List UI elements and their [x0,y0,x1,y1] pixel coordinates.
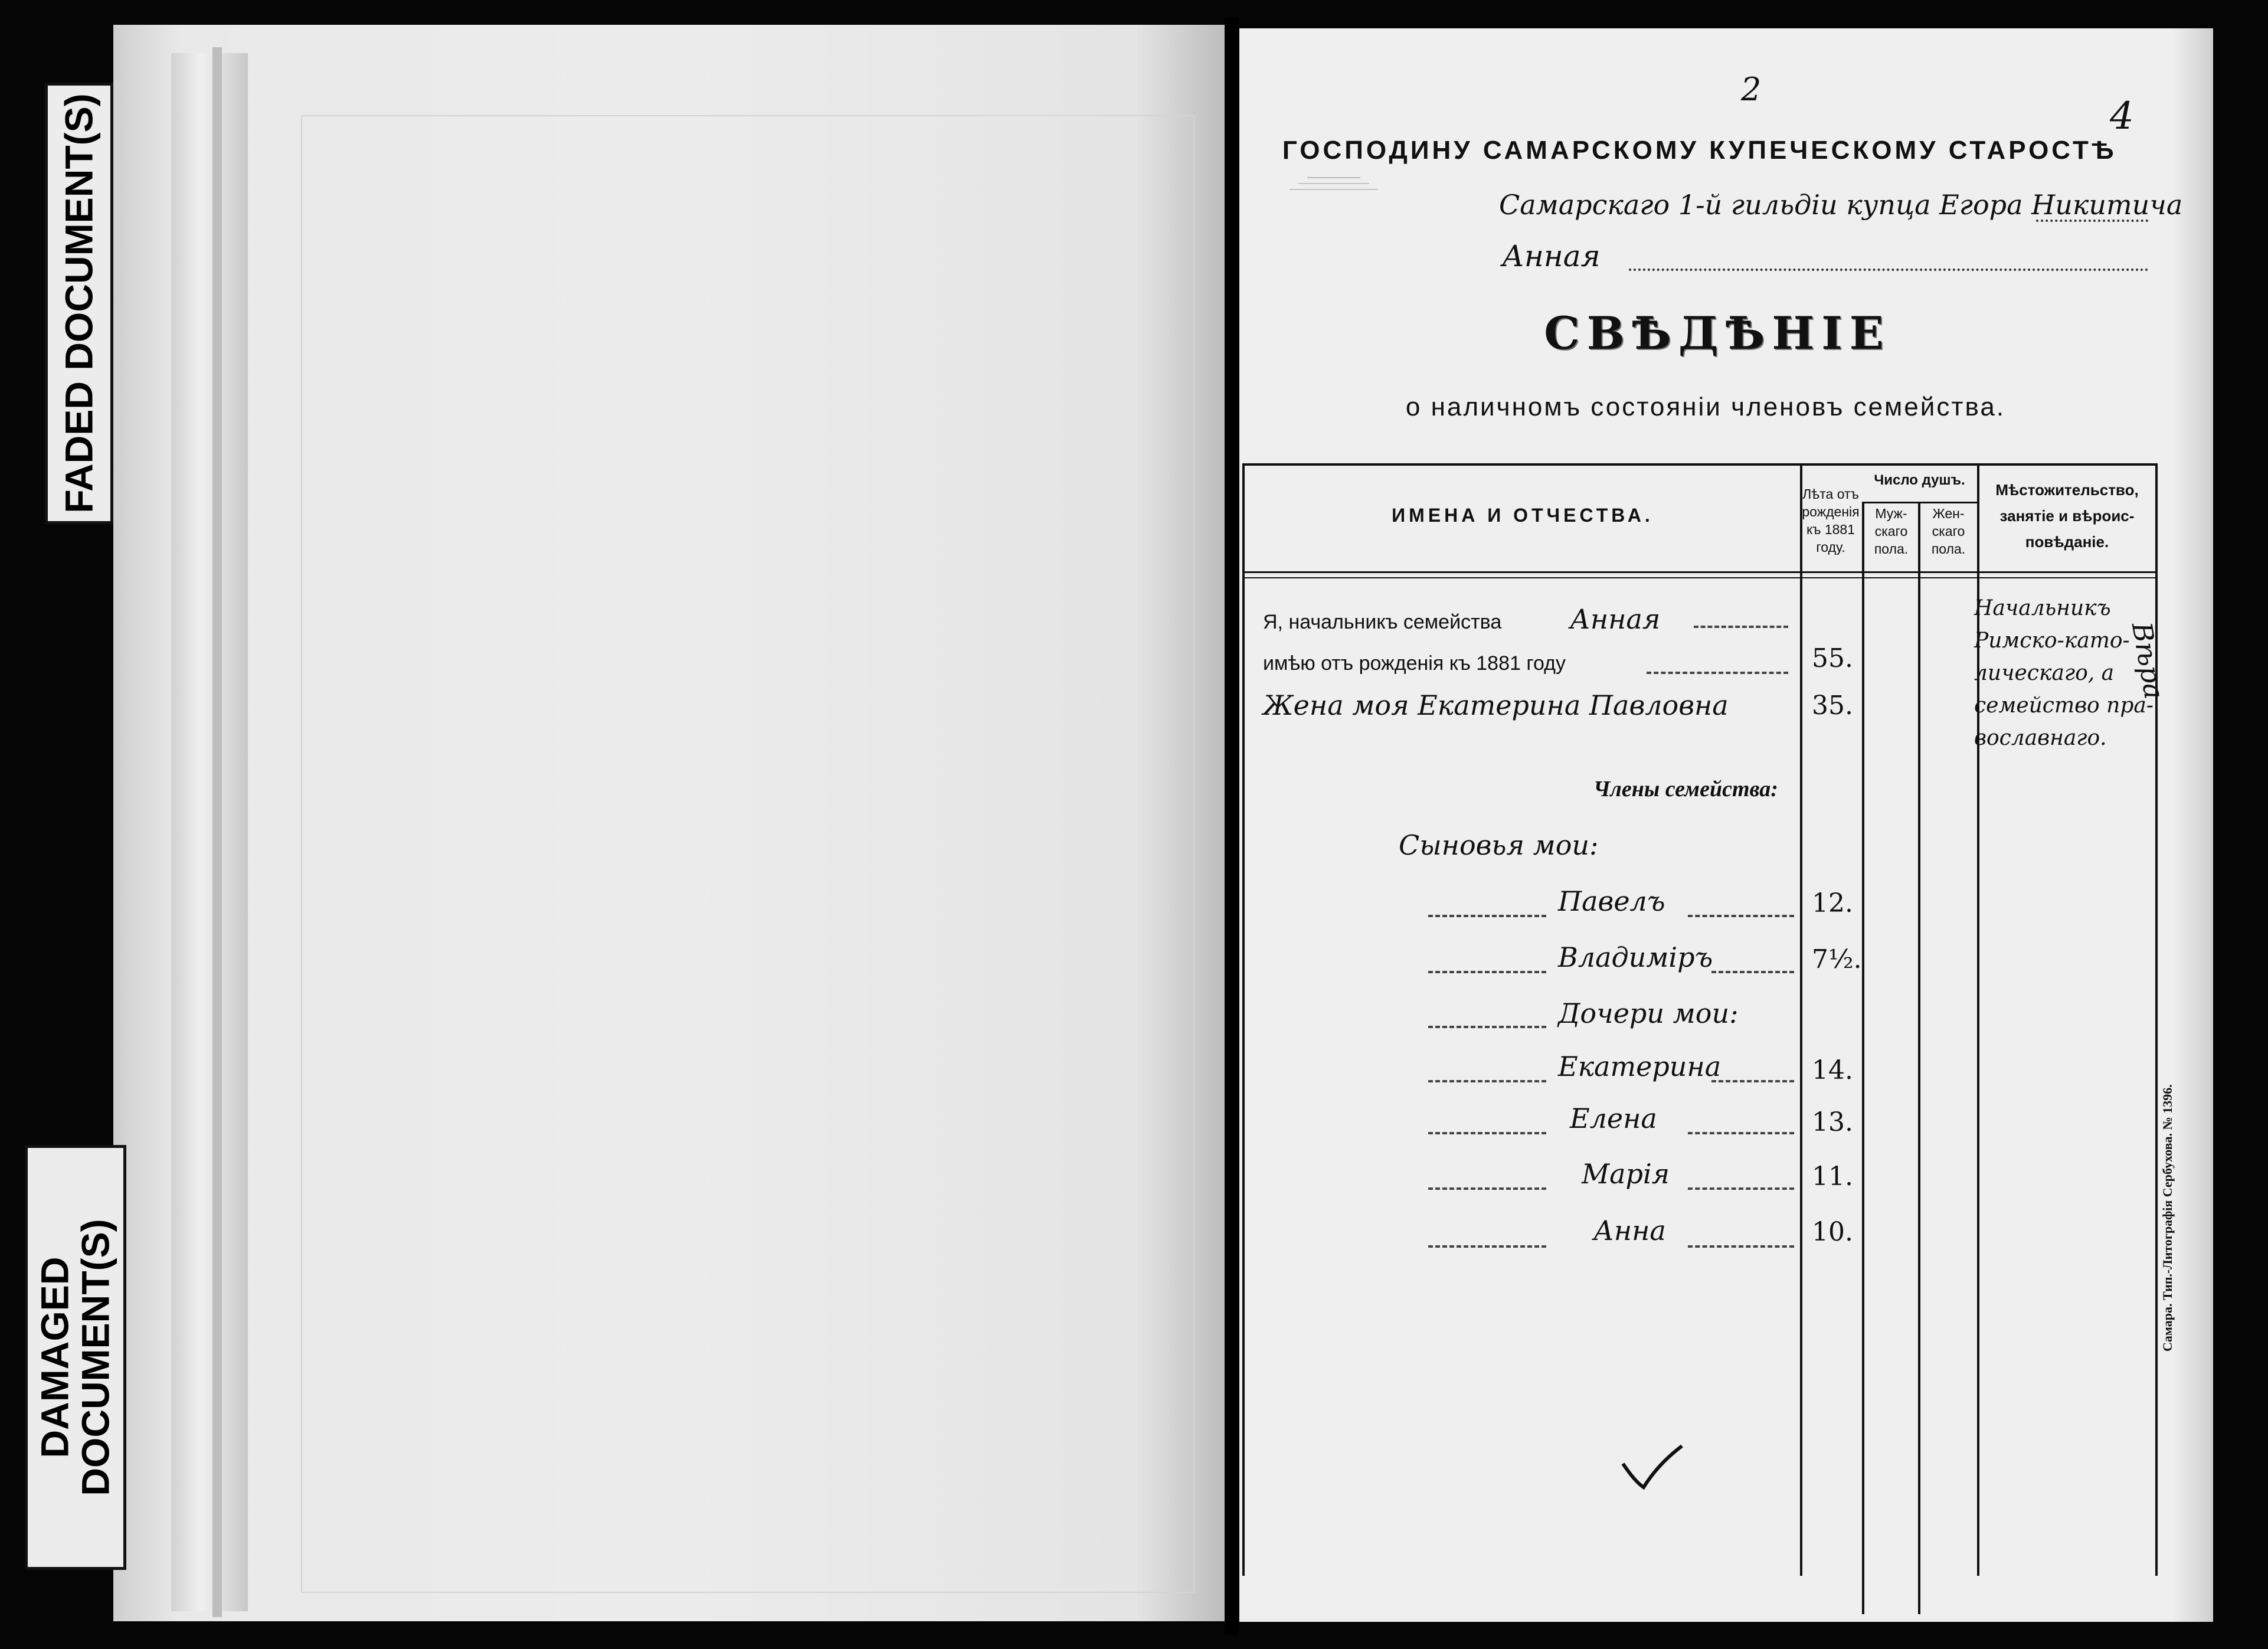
member-row-leader [1428,915,1546,917]
surname-line-leader [1629,269,2148,271]
folio-number-4: 4 [2110,94,2134,138]
left-page-faint-frame [301,115,1194,1593]
wife-age: 35. [1812,691,1853,721]
member-row-leader [1428,1132,1546,1134]
header-male-line2: скаго [1874,524,1908,539]
member-row-leader [1428,1026,1546,1028]
member-row-name: Марія [1582,1158,1670,1190]
left-page-edge [171,53,248,1611]
header-age-line4: году. [1816,539,1845,555]
member-row-leader [1688,1132,1794,1134]
residence-line4: семейство пра- [1974,693,2154,718]
head-line1-name: Анная [1570,603,1661,635]
header-residence-line1: Мѣстожительство, [1995,481,2139,499]
header-names: ИМЕНА И ОТЧЕСТВА. [1392,505,1654,526]
member-row-name: Павелъ [1558,885,1665,917]
folio-number-2: 2 [1741,71,1762,108]
header-male-line1: Муж- [1875,506,1907,521]
table-divider-age [1800,463,1802,1576]
header-female-line3: пола. [1931,541,1966,557]
header-age [1801,485,1860,556]
member-row-name: Владиміръ [1558,941,1713,973]
member-row-sons-heading: Сыновья мои: [1399,829,1599,861]
member-row-leader [1688,915,1794,917]
damaged-documents-label [32,1219,117,1496]
damaged-label-line2: DOCUMENT(S) [74,1219,117,1496]
members-heading: Члены семейства: [1593,777,1778,801]
document-subtitle: о наличномъ состояніи членовъ семейства. [1405,392,2006,421]
member-row-age: 11. [1812,1162,1853,1192]
damaged-label-line1: DAMAGED [32,1257,77,1458]
member-row-leader [1428,1187,1546,1190]
header-male-line3: пола. [1874,541,1909,557]
margin-note: Вѣра [2125,620,2171,702]
header-residence-line3: повѣданіе. [2025,533,2109,551]
head-line2-leader [1647,672,1788,674]
damaged-documents-tab [25,1145,126,1570]
table-left-border [1242,463,1245,1576]
head-line1-printed: Я, начальникъ семейства [1263,611,1502,633]
souls-subheader-line [1862,502,1977,503]
member-row-leader [1428,1245,1546,1248]
table-divider-female [1918,502,1920,1614]
table-header-double-line [1242,577,2157,578]
head-age: 55. [1812,643,1853,673]
head-line2-printed: имѣю отъ рожденія къ 1881 году [1263,652,1566,675]
member-row-leader [1711,971,1794,973]
document-title: СВѢДѢНІЕ [1544,307,1891,359]
header-souls: Число душъ. [1874,472,1965,488]
book-gutter [1225,18,1239,1635]
header-age-line3: къ 1881 [1806,522,1855,537]
header-female-line2: скаго [1932,524,1965,539]
wife-entry: Жена моя Екатерина Павловна [1263,689,1729,721]
residence-line2: Римско-като- [1974,629,2130,653]
member-row-leader [1688,1245,1794,1248]
member-row-age: 14. [1812,1055,1853,1085]
header-male [1863,505,1919,558]
merchant-line: Самарскаго 1-й гильдіи купца Егора Никитича [1499,189,2183,221]
member-row-leader [1688,1187,1794,1190]
form-page-edge-shadow [2172,28,2213,1622]
header-female [1920,505,1976,558]
member-row-age: 10. [1812,1217,1853,1247]
check-mark-icon [1617,1440,1688,1493]
faded-documents-label: FADED DOCUMENT(S) [57,93,101,513]
member-row-leader [1428,1080,1546,1082]
member-row-age: 13. [1812,1107,1853,1137]
faint-bleed-through-stamp [1236,159,1431,195]
printer-imprint: Самара. Тип.-Литографія Сербухова. № 1396. [2160,1084,2175,1352]
member-row-age: 7½. [1812,944,1862,974]
surname-line: Анная [1502,239,1601,273]
member-row-name: Елена [1570,1102,1657,1134]
residence-line5: вославнаго. [1974,726,2107,750]
faded-documents-tab [45,83,113,524]
member-row-leader [1428,971,1546,973]
table-header-bottom-line [1242,571,2157,573]
table-divider-male [1862,502,1864,1614]
member-row-age: 12. [1812,888,1853,918]
left-page-fold [212,47,222,1617]
header-residence-line2: занятіе и вѣроис- [1999,507,2135,525]
header-age-line2: рожденія [1802,504,1860,519]
header-female-line1: Жен- [1932,506,1965,521]
header-residence [1980,477,2154,555]
member-row-leader [1711,1080,1794,1082]
head-line1-leader [1694,626,1788,628]
header-age-line1: Лѣта отъ [1802,486,1859,502]
member-row-name: Анна [1593,1215,1666,1246]
member-row-name: Екатерина [1558,1051,1722,1082]
addressee-heading: ГОСПОДИНУ САМАРСКОМУ КУПЕЧЕСКОМУ СТАРОСТѢ [1282,136,2118,165]
merchant-line-leader [2036,220,2148,222]
residence-line1: Начальникъ [1974,596,2111,620]
member-row-daughters-heading: Дочери мои: [1558,997,1739,1029]
residence-line3: лическаго, а [1974,661,2115,685]
